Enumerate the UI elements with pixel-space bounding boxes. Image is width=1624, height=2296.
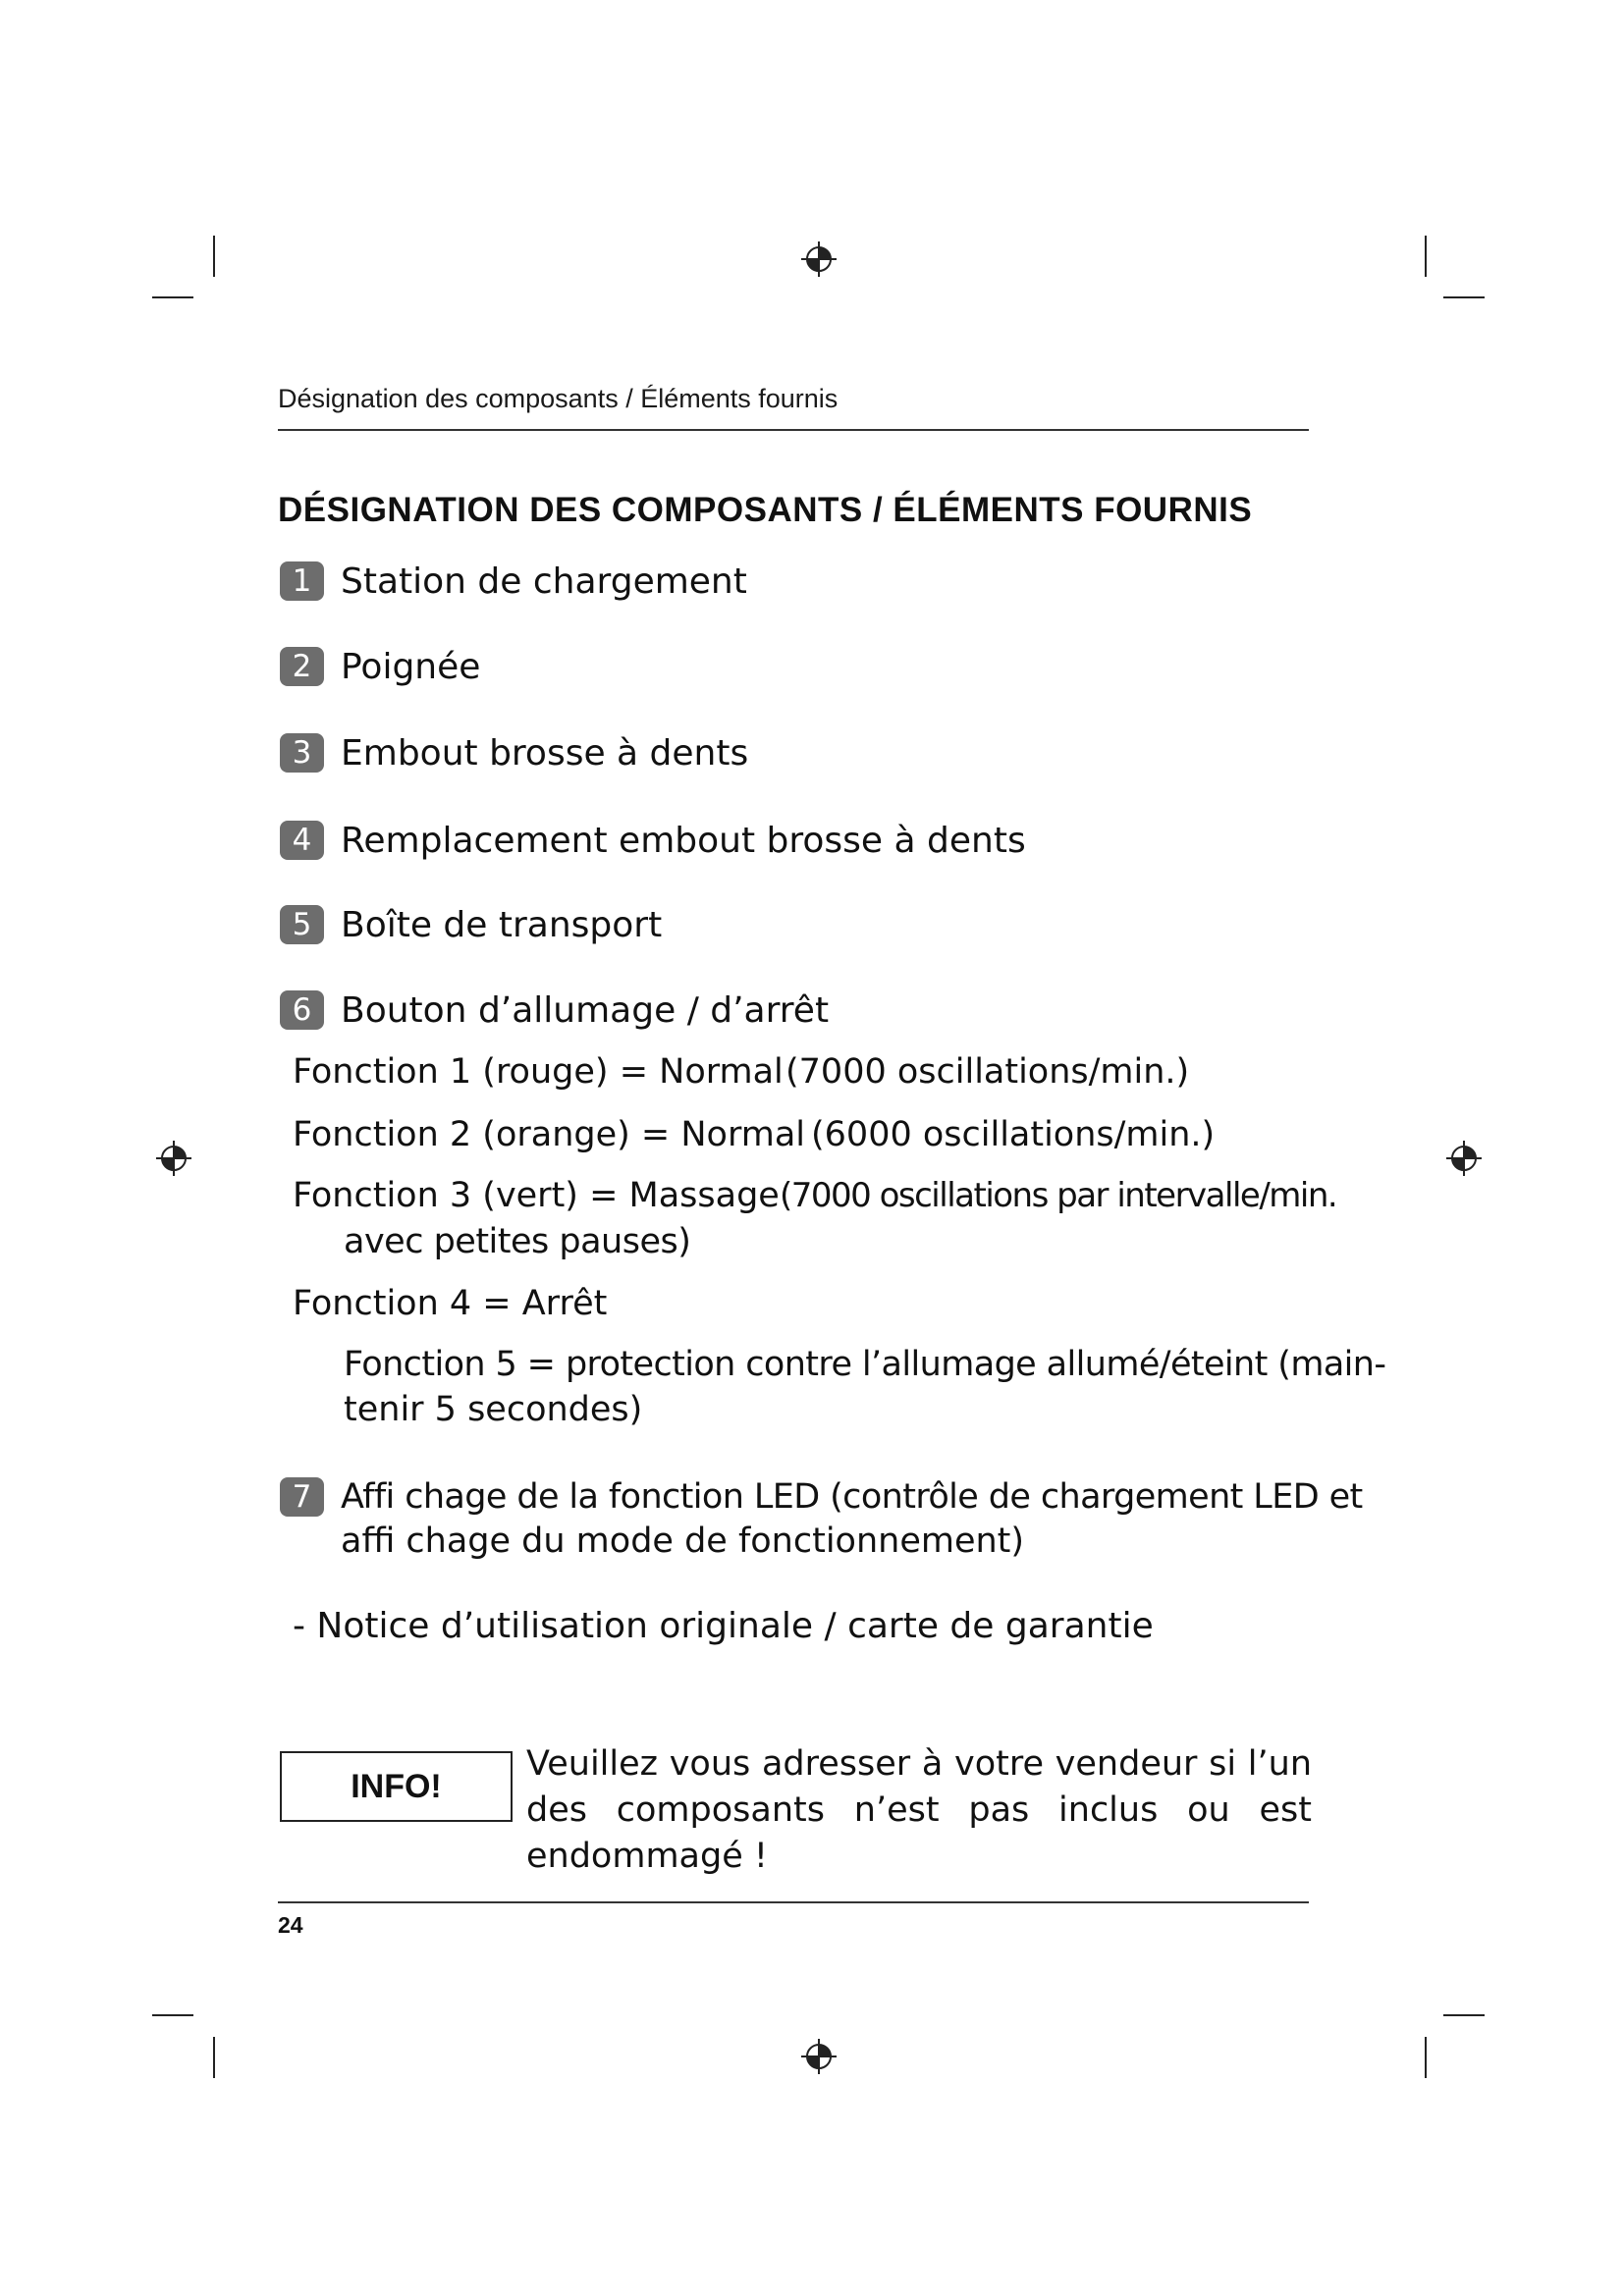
item-7-line1: Affi chage de la fonction LED (contrôle de chargement LED et — [341, 1477, 1363, 1517]
list-item — [280, 903, 662, 948]
list-item — [280, 1475, 1363, 1564]
registration-mark-icon — [1446, 1141, 1482, 1176]
running-header: Désignation des composants / Éléments fournis — [278, 384, 839, 413]
function-2-value: (6000 oscillations/min.) — [811, 1115, 1216, 1154]
item-number-badge: 2 — [280, 647, 324, 686]
crop-mark — [1425, 236, 1427, 277]
list-item — [280, 731, 748, 776]
function-3-label: Fonction 3 (vert) = Massage — [293, 1176, 780, 1215]
function-5-line1: Fonction 5 = protection contre l’allumage allumé/éteint (main- — [344, 1345, 1386, 1384]
page-number: 24 — [278, 1912, 303, 1938]
notice-item: - Notice d’utilisation originale / carte de garantie — [293, 1606, 1154, 1646]
item-number-badge: 1 — [280, 561, 324, 601]
function-3-value: (7000 oscillations par intervalle/min. — [780, 1176, 1337, 1215]
function-1-label: Fonction 1 (rouge) = Normal — [293, 1052, 784, 1092]
crop-mark — [213, 2037, 215, 2078]
item-label: Remplacement embout brosse à dents — [341, 821, 1026, 861]
list-item — [280, 819, 1026, 864]
item-number-badge: 6 — [280, 990, 324, 1030]
function-4: Fonction 4 = Arrêt — [293, 1284, 608, 1323]
crop-mark — [1443, 2014, 1485, 2016]
item-label: Boîte de transport — [341, 905, 663, 945]
item-number-badge: 3 — [280, 733, 324, 773]
function-3-continued: avec petites pauses) — [344, 1222, 691, 1261]
list-item — [280, 645, 480, 690]
function-2-label: Fonction 2 (orange) = Normal — [293, 1115, 805, 1154]
crop-mark — [1443, 296, 1485, 298]
info-label-box: INFO! — [280, 1751, 513, 1822]
crop-mark — [152, 296, 193, 298]
item-label: Poignée — [341, 647, 481, 687]
info-text: Veuillez vous adresser à votre vendeur si l’un des composants n’est pas inclus ou est endommagé ! — [526, 1744, 1312, 1876]
item-label — [341, 1475, 1363, 1564]
function-5-line2: tenir 5 secondes) — [344, 1390, 643, 1429]
registration-mark-icon — [801, 2039, 837, 2074]
footer-rule — [278, 1901, 1309, 1903]
header-rule — [278, 429, 1309, 431]
function-1-value: (7000 oscillations/min.) — [785, 1052, 1190, 1092]
item-number-badge: 4 — [280, 821, 324, 860]
crop-mark — [152, 2014, 193, 2016]
crop-mark — [1425, 2037, 1427, 2078]
page-title: DÉSIGNATION DES COMPOSANTS / ÉLÉMENTS FOURNIS — [278, 491, 1253, 529]
item-label: Embout brosse à dents — [341, 733, 749, 774]
registration-mark-icon — [801, 241, 837, 277]
registration-mark-icon — [156, 1141, 191, 1176]
crop-mark — [213, 236, 215, 277]
list-item — [280, 988, 829, 1034]
item-label: Bouton d’allumage / d’arrêt — [341, 990, 830, 1031]
item-number-badge: 5 — [280, 905, 324, 944]
item-number-badge: 7 — [280, 1477, 324, 1517]
item-label: Station de chargement — [341, 561, 747, 602]
item-7-line2: affi chage du mode de fonctionnement) — [341, 1522, 1025, 1561]
list-item — [280, 560, 747, 605]
